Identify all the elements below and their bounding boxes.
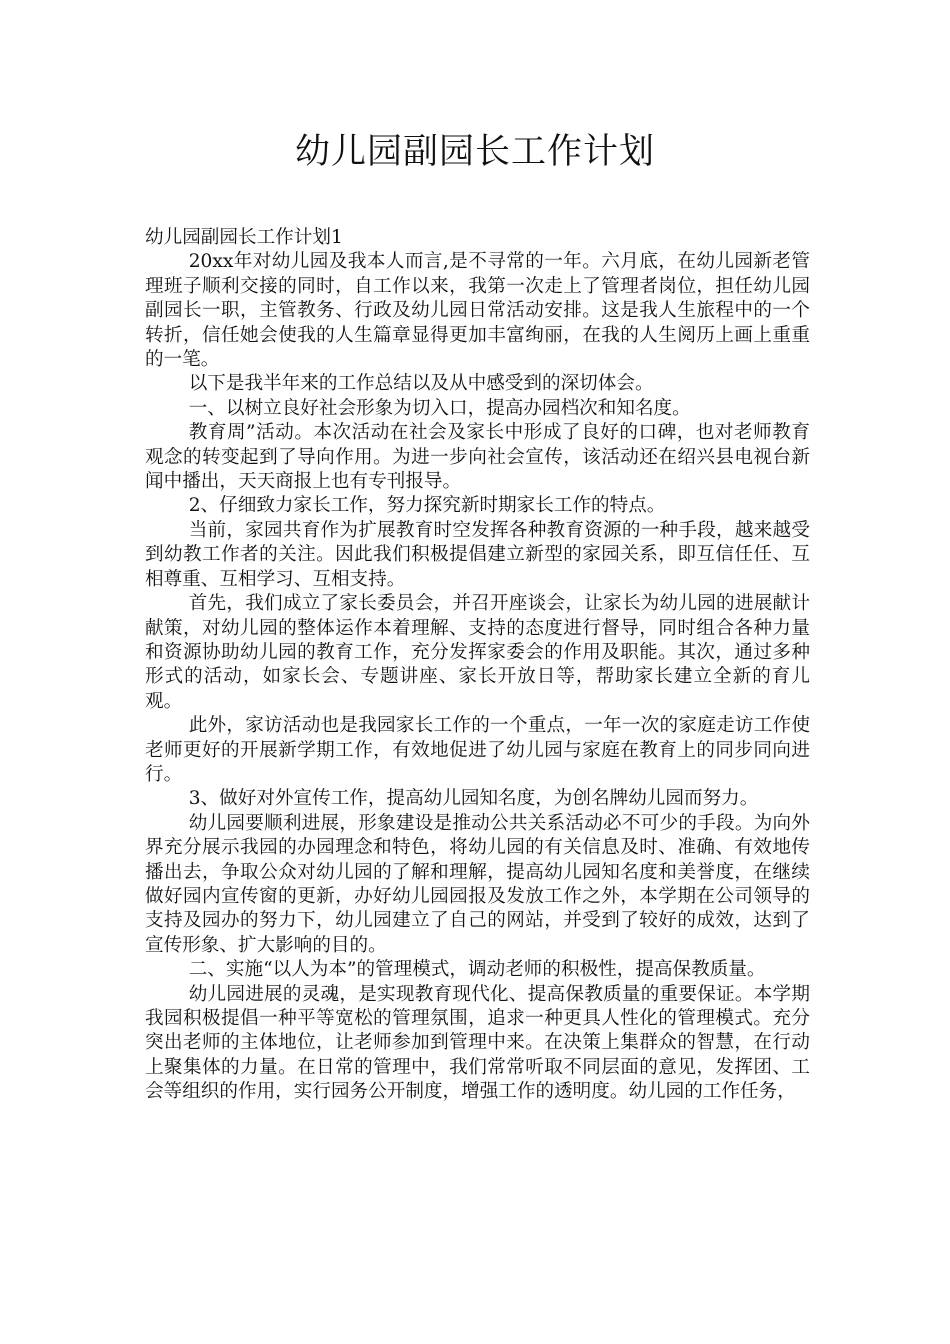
page-title: 幼儿园副园长工作计划 (294, 132, 655, 172)
section-heading: 2、仔细致力家长工作，努力探究新时期家长工作的特点。 (188, 495, 666, 517)
document-subtitle: 幼儿园副园长工作计划1 (145, 227, 343, 248)
paragraph: 首先，我们成立了家长委员会，并召开座谈会，让家长为幼儿园的进展献计献策，对幼儿园的整体运作本着理解、支持的态度进行督导，同时组合各种力量和资源协助幼儿园的教育工作，充分发挥家委会的作用及职能。其次，通过多种形式的活动，如家长会、专题讲座、家长开放日等，帮助家长建立全新的育儿观。 (145, 593, 810, 712)
section-heading: 一、以树立良好社会形象为切入口，提高办园档次和知名度。 (188, 397, 691, 419)
paragraph: 此外，家访活动也是我园家长工作的一个重点，一年一次的家庭走访工作使老师更好的开展新学期工作，有效地促进了幼儿园与家庭在教育上的同步同向进行。 (145, 715, 810, 785)
section-heading: 3、做好对外宣传工作，提高幼儿园知名度，为创名牌幼儿园而努力。 (188, 788, 759, 810)
document-body (145, 226, 810, 1105)
paragraph: 幼儿园进展的灵魂，是实现教育现代化、提高保教质量的重要保证。本学期我园积极提倡一种平等宽松的管理氛围，追求一种更具人性化的管理模式。充分突出老师的主体地位，让老师参加到管理中来。在决策上集群众的智慧，在行动上聚集体的力量。在日常的管理中，我们常常听取不同层面的意见，发挥团、工会等组织的作用，实行园务公开制度，增强工作的透明度。幼儿园的工作任务， (145, 983, 810, 1103)
section-heading: 二、实施“以人为本”的管理模式，调动老师的积极性，提高保教质量。 (188, 959, 766, 981)
paragraph: 20xx年对幼儿园及我本人而言,是不寻常的一年。六月底，在幼儿园新老管理班子顺利交接的同时，自工作以来，我第一次走上了管理者岗位，担任幼儿园副园长一职，主管教务、行政及幼儿园日常活动安排。这是我人生旅程中的一个转折，信任她会使我的人生篇章显得更加丰富绚丽，在我的人生阅历上画上重重的一笔。 (145, 251, 810, 371)
paragraph: 教育周”活动。本次活动在社会及家长中形成了良好的口碑，也对老师教育观念的转变起到了导向作用。为进一步向社会宣传，该活动还在绍兴县电视台新闻中播出，天天商报上也有专刊报导。 (145, 422, 810, 493)
paragraph: 幼儿园要顺利进展，形象建设是推动公共关系活动必不可少的手段。为向外界充分展示我园的办园理念和特色，将幼儿园的有关信息及时、准确、有效地传播出去，争取公众对幼儿园的了解和理解，提高幼儿园知名度和美誉度，在继续做好园内宣传窗的更新，办好幼儿园园报及发放工作之外，本学期在公司领导的支持及园办的努力下，幼儿园建立了自己的网站，并受到了较好的成效，达到了宣传形象、扩大影响的目的。 (145, 812, 810, 956)
paragraph: 当前，家园共育作为扩展教育时空发挥各种教育资源的一种手段，越来越受到幼教工作者的关注。因此我们积极提倡建立新型的家园关系，即互信任任、互相尊重、互相学习、互相支持。 (145, 519, 810, 590)
paragraph: 以下是我半年来的工作总结以及从中感受到的深切体会。 (188, 373, 654, 395)
